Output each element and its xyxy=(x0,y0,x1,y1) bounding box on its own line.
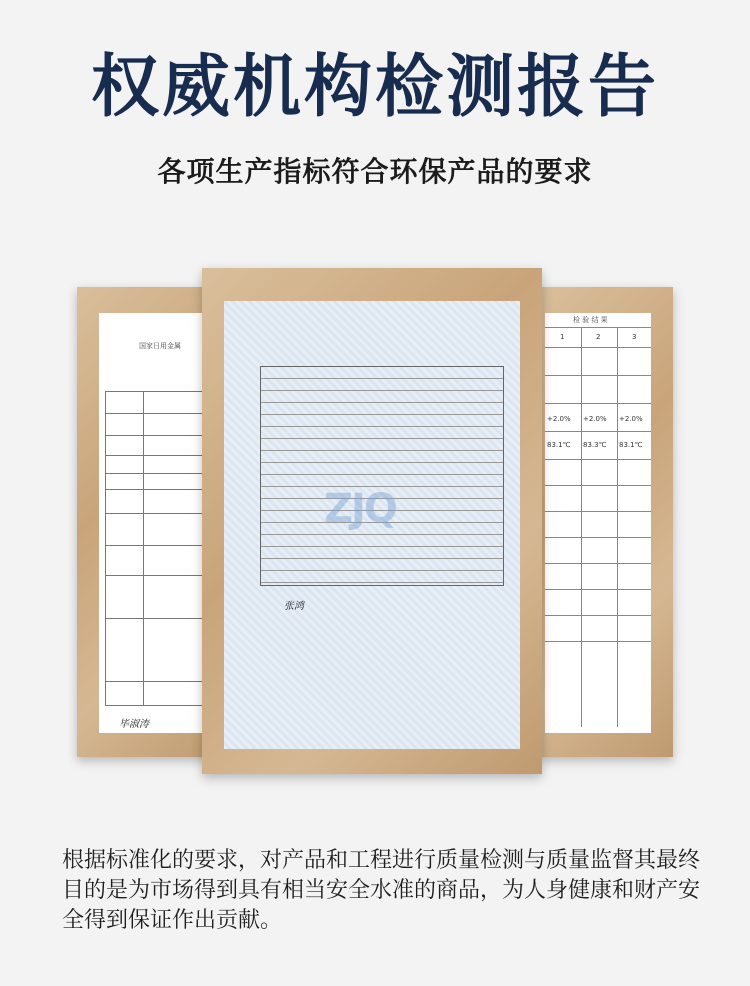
pct-3: +2.0% xyxy=(619,415,643,423)
center-signature: 张鸿 xyxy=(284,601,304,612)
page-subtitle: 各项生产指标符合环保产品的要求 xyxy=(157,155,593,188)
footer-description: 根据标准化的要求，对产品和工程进行质量检测与质量监督其最终目的是为市场得到具有相当安全水准的商品，为人身健康和财产安全得到保证作出贡献。 xyxy=(62,848,701,933)
col-2: 2 xyxy=(596,333,601,341)
right-certificate-frame xyxy=(539,287,673,757)
result-table xyxy=(545,327,651,727)
zjq-watermark: ZJQ xyxy=(324,486,396,532)
col-3: 3 xyxy=(632,333,637,341)
report-form xyxy=(260,366,504,586)
right-certificate-paper xyxy=(545,313,651,733)
temp-2: 83.3℃ xyxy=(583,441,607,449)
col-1: 1 xyxy=(560,333,565,341)
temp-1: 83.1℃ xyxy=(547,441,571,449)
left-heading: 国家日用金属 xyxy=(139,342,181,350)
temp-3: 83.1℃ xyxy=(619,441,643,449)
right-heading: 检 验 结 果 xyxy=(573,316,608,324)
center-certificate-paper xyxy=(224,301,520,749)
left-signature: 毕淑涛 xyxy=(119,719,149,730)
page-title: 权威机构检测报告 xyxy=(90,48,659,127)
pct-1: +2.0% xyxy=(547,415,571,423)
pct-2: +2.0% xyxy=(583,415,607,423)
center-certificate-frame xyxy=(202,268,542,774)
